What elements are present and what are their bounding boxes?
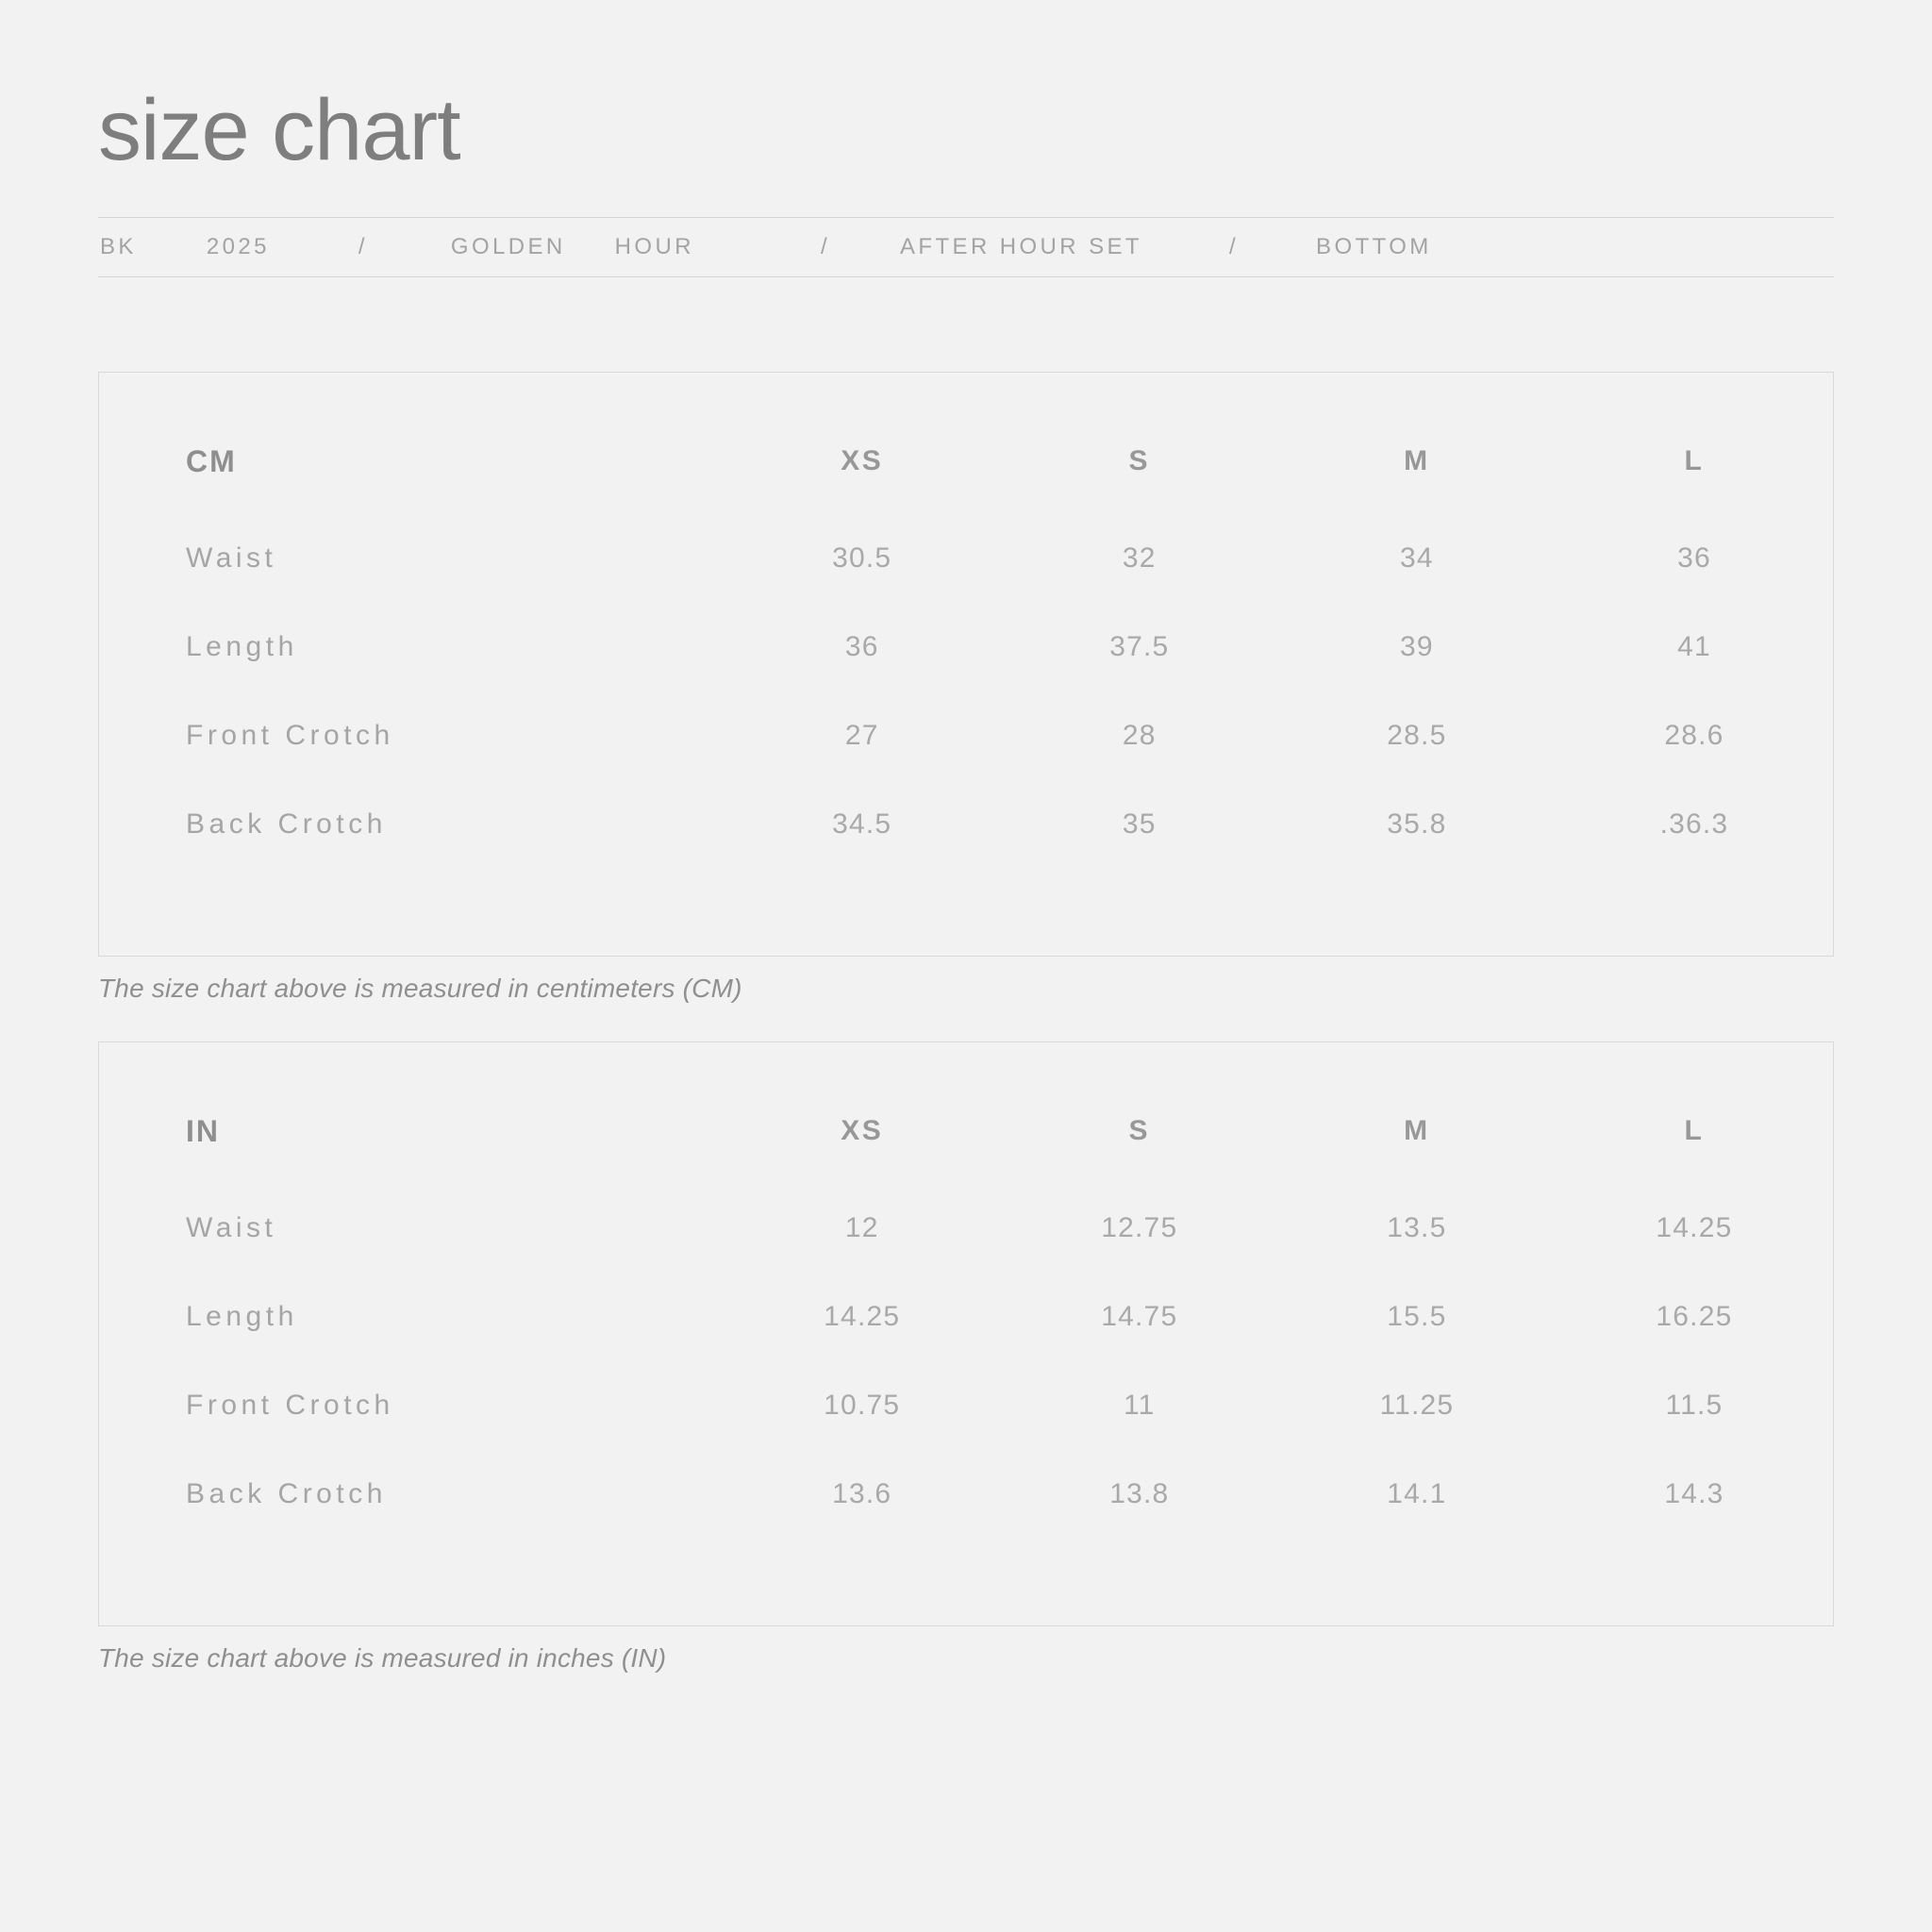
breadcrumb-collection-word-2: HOUR xyxy=(614,233,694,259)
cell-front-crotch-xs: 10.75 xyxy=(824,1389,901,1421)
breadcrumb-separator-1: / xyxy=(358,233,368,259)
breadcrumb-brand: BK xyxy=(100,233,137,259)
row-label-front-crotch: Front Crotch xyxy=(186,719,394,751)
measurements-table-in xyxy=(99,1042,1833,1539)
measurements-table-cm xyxy=(99,373,1833,869)
cell-waist-l: 14.25 xyxy=(1656,1211,1733,1243)
breadcrumb-category: BOTTOM xyxy=(1316,233,1432,259)
table-row xyxy=(99,603,1833,691)
table-row xyxy=(99,780,1833,869)
size-header-s: S xyxy=(1128,1115,1151,1147)
row-label-length: Length xyxy=(186,630,298,662)
size-header-s: S xyxy=(1128,445,1151,477)
unit-header-cm: CM xyxy=(186,443,237,478)
cell-back-crotch-s: 35 xyxy=(1122,808,1157,840)
breadcrumb xyxy=(98,217,1834,277)
breadcrumb-separator-3: / xyxy=(1228,233,1240,259)
cell-waist-m: 13.5 xyxy=(1387,1211,1447,1243)
table-row xyxy=(99,691,1833,780)
row-label-waist: Waist xyxy=(186,1211,277,1243)
cell-back-crotch-s: 13.8 xyxy=(1109,1477,1170,1509)
row-label-length: Length xyxy=(186,1300,298,1332)
cell-waist-s: 12.75 xyxy=(1101,1211,1178,1243)
row-label-back-crotch: Back Crotch xyxy=(186,1477,387,1509)
table-row xyxy=(99,1158,1833,1273)
cell-waist-xs: 30.5 xyxy=(832,541,892,574)
cell-length-l: 16.25 xyxy=(1656,1300,1733,1332)
size-table-cm xyxy=(98,372,1834,957)
breadcrumb-separator-2: / xyxy=(820,233,831,259)
table-header-row xyxy=(99,1042,1833,1158)
size-table-in xyxy=(98,1041,1834,1626)
size-header-m: M xyxy=(1404,1115,1430,1147)
cell-length-m: 15.5 xyxy=(1387,1300,1447,1332)
cell-back-crotch-xs: 34.5 xyxy=(832,808,892,840)
cell-front-crotch-xs: 27 xyxy=(844,719,879,751)
cell-waist-l: 36 xyxy=(1677,541,1711,574)
cell-back-crotch-m: 35.8 xyxy=(1387,808,1447,840)
table-row xyxy=(99,1450,1833,1539)
cell-length-s: 37.5 xyxy=(1109,630,1170,662)
note-in: The size chart above is measured in inches (IN) xyxy=(98,1642,667,1673)
cell-length-m: 39 xyxy=(1399,630,1434,662)
breadcrumb-year: 2025 xyxy=(206,233,270,259)
cell-back-crotch-l: .36.3 xyxy=(1659,808,1729,840)
cell-front-crotch-m: 28.5 xyxy=(1387,719,1447,751)
size-header-m: M xyxy=(1404,445,1430,477)
cell-length-l: 41 xyxy=(1677,630,1711,662)
size-header-xs: XS xyxy=(841,445,884,477)
cell-front-crotch-l: 28.6 xyxy=(1664,719,1724,751)
cell-front-crotch-l: 11.5 xyxy=(1665,1389,1724,1421)
breadcrumb-product: AFTER HOUR SET xyxy=(900,233,1142,259)
page-title: size chart xyxy=(98,82,460,178)
cell-waist-m: 34 xyxy=(1399,541,1434,574)
cell-length-xs: 14.25 xyxy=(824,1300,901,1332)
size-header-xs: XS xyxy=(841,1115,884,1147)
cell-length-s: 14.75 xyxy=(1101,1300,1178,1332)
cell-back-crotch-xs: 13.6 xyxy=(832,1477,892,1509)
cell-back-crotch-l: 14.3 xyxy=(1664,1477,1724,1509)
table-row xyxy=(99,1361,1833,1450)
size-header-l: L xyxy=(1684,445,1705,477)
size-header-l: L xyxy=(1684,1115,1705,1147)
breadcrumb-collection-word-1: GOLDEN xyxy=(450,233,566,259)
unit-header-in: IN xyxy=(186,1113,220,1148)
table-header-row xyxy=(99,373,1833,489)
table-row xyxy=(99,489,1833,603)
cell-front-crotch-s: 28 xyxy=(1122,719,1157,751)
table-row xyxy=(99,1273,1833,1361)
cell-length-xs: 36 xyxy=(844,630,879,662)
row-label-waist: Waist xyxy=(186,541,277,574)
cell-back-crotch-m: 14.1 xyxy=(1387,1477,1447,1509)
note-cm: The size chart above is measured in centimeters (CM) xyxy=(98,973,742,1003)
row-label-back-crotch: Back Crotch xyxy=(186,808,387,840)
cell-front-crotch-s: 11 xyxy=(1124,1389,1156,1421)
cell-waist-s: 32 xyxy=(1122,541,1157,574)
cell-front-crotch-m: 11.25 xyxy=(1379,1389,1455,1421)
cell-waist-xs: 12 xyxy=(844,1211,879,1243)
row-label-front-crotch: Front Crotch xyxy=(186,1389,394,1421)
